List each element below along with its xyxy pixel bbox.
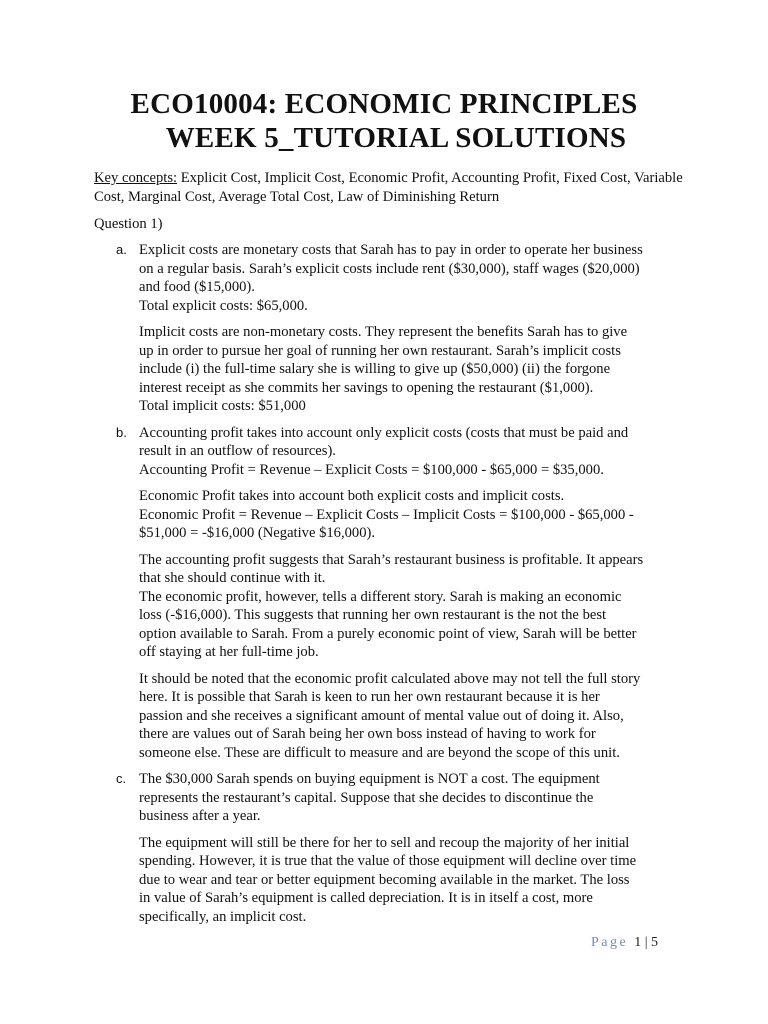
paragraph [139,770,686,826]
text-line: Accounting profit takes into account only explicit costs (costs that must be paid and [139,424,629,441]
answer-item [116,770,686,926]
text-line: The economic profit, however, tells a different story. Sarah is making an economic [139,588,622,605]
list-marker: b. [116,424,127,440]
text-line: someone else. These are difficult to measure and are beyond the scope of this unit. [139,744,620,761]
list-marker: a. [116,242,127,257]
text-line: here. It is possible that Sarah is keen to run her own restaurant because it is her [139,689,600,705]
paragraph [139,424,686,480]
text-line: up in order to pursue her goal of running her own restaurant. Sarah’s implicit costs [139,342,621,359]
text-line: Economic Profit = Revenue – Explicit Costs – Implicit Costs = $100,000 - $65,000 - [139,506,634,523]
text-line: Accounting Profit = Revenue – Explicit Costs = $100,000 - $65,000 = $35,000. [139,461,604,478]
text-line: Implicit costs are non-monetary costs. They represent the benefits Sarah has to give [139,324,628,340]
text-line: passion and she receives a significant amount of mental value out of doing it. Also, [139,707,624,724]
text-line: in value of Sarah’s equipment is called depreciation. It is in itself a cost, more [139,890,593,906]
text-line: Total explicit costs: $65,000. [139,297,308,314]
text-line: spending. However, it is true that the value of those equipment will decline over time [139,853,637,869]
text-line: result in an outflow of resources). [139,443,336,459]
text-line: option available to Sarah. From a purely economic point of view, Sarah will be better [139,625,637,642]
text-line: Explicit costs are monetary costs that Sarah has to pay in order to operate her business [139,242,643,258]
text-line: loss (-$16,000). This suggests that running her own restaurant is the not the best [139,607,607,623]
key-concepts-label: Key concepts: [94,170,178,186]
key-concepts-text: Explicit Cost, Implicit Cost, Economic Profit, Accounting Profit, Fixed Cost, Variable Cost, Marginal Cost, Average Total Cost, Law of Diminishing Return [94,170,683,205]
text-line: business after a year. [139,808,261,824]
text-line: and food ($15,000). [139,279,255,295]
text-line: The accounting profit suggests that Sarah’s restaurant business is profitable. It appears [139,551,644,568]
list-marker: c. [116,771,127,786]
document-title-line-2: WEEK 5_TUTORIAL SOLUTIONS [165,122,627,154]
text-line: off staying at her full-time job. [139,644,319,660]
text-line: represents the restaurant’s capital. Suppose that she decides to discontinue the [139,789,594,806]
paragraph [139,487,686,543]
paragraph [139,834,686,927]
text-line: there are values out of Sarah being her own boss instead of having to work for [139,726,596,742]
text-line: $51,000 = -$16,000 (Negative $16,000). [139,525,376,541]
text-line: It should be noted that the economic profit calculated above may not tell the full story [139,670,641,687]
text-line: due to wear and tear or better equipment becoming available in the market. The loss [139,871,630,888]
paragraph [139,241,686,315]
page-number: 1 | 5 [634,935,658,950]
text-line: on a regular basis. Sarah’s explicit costs include rent ($30,000), staff wages ($20,000) [139,260,640,277]
text-line: The $30,000 Sarah spends on buying equipment is NOT a cost. The equipment [139,771,600,787]
answer-item [116,424,686,763]
key-concepts [94,169,684,206]
answer-item [116,241,686,416]
text-line: interest receipt as she commits her savings to opening the restaurant ($1,000). [139,379,594,396]
answer-list [116,241,686,934]
text-line: include (i) the full-time salary she is willing to give up ($50,000) (ii) the forgone [139,361,611,377]
paragraph [139,551,686,662]
text-line: Economic Profit takes into account both explicit costs and implicit costs. [139,488,565,504]
question-heading: Question 1) [94,216,163,232]
paragraph [139,323,686,416]
text-line: The equipment will still be there for her to sell and recoup the majority of her initial [139,834,630,851]
page-footer [591,935,658,951]
text-line: Total implicit costs: $51,000 [139,398,306,414]
document-title-line-1: ECO10004: ECONOMIC PRINCIPLES [130,88,638,120]
page-label: Page [590,935,629,950]
paragraph [139,670,686,763]
text-line: specifically, an implicit cost. [139,908,307,925]
text-line: that she should continue with it. [139,570,326,586]
